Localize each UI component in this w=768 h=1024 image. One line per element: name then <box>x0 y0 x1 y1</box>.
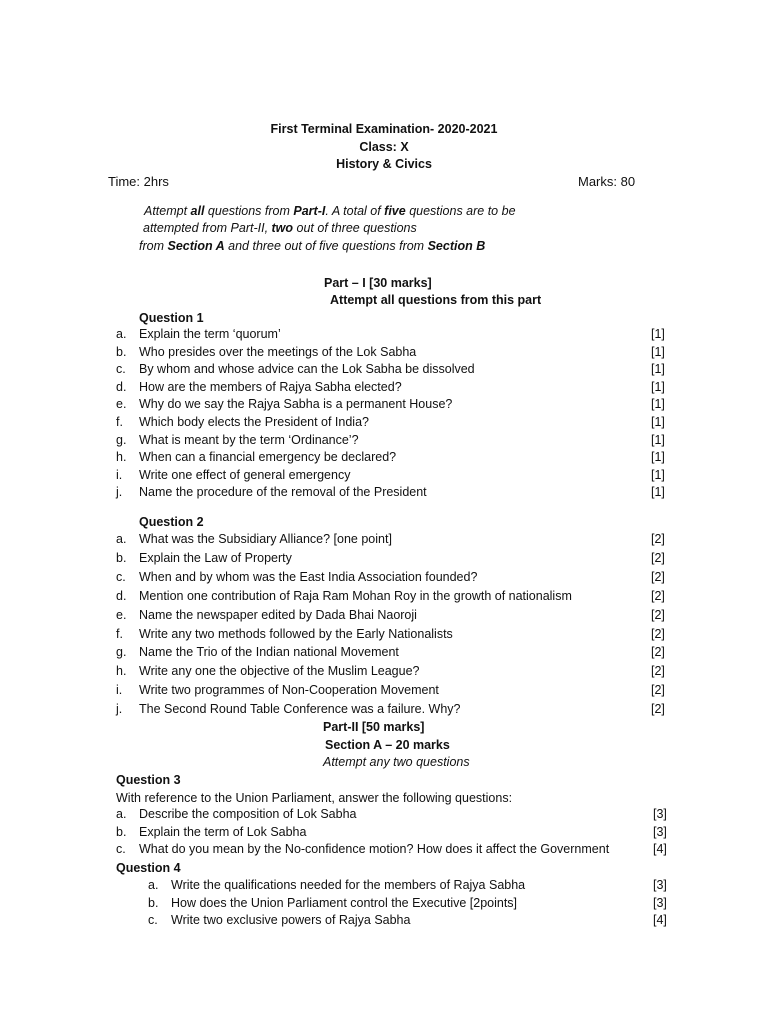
item-label: b. <box>148 895 159 910</box>
item-text: Write two exclusive powers of Rajya Sabha <box>171 913 411 928</box>
item-label: f. <box>116 415 123 429</box>
item-marks: [2] <box>651 607 665 622</box>
item-marks: [1] <box>651 397 665 412</box>
item-label: e. <box>116 397 127 412</box>
question-item <box>0 588 768 605</box>
item-text: The Second Round Table Conference was a failure. Why? <box>139 702 461 717</box>
item-text: What is meant by the term ‘Ordinance’? <box>139 432 359 447</box>
item-marks: [2] <box>651 550 665 565</box>
item-label: c. <box>148 913 158 928</box>
item-marks: [1] <box>651 485 665 500</box>
item-text: Write two programmes of Non-Cooperation Movement <box>139 683 439 698</box>
class-line: Class: X <box>359 140 409 154</box>
question-item <box>0 607 768 624</box>
instruction-line-3: from Section A and three out of five questions from Section B <box>139 239 486 253</box>
question-item <box>0 877 768 894</box>
item-marks: [4] <box>653 913 667 928</box>
item-text: How does the Union Parliament control the Executive [2points] <box>171 895 518 910</box>
item-text: What do you mean by the No-confidence motion? How does it affect the Government <box>139 842 610 857</box>
question-item <box>0 895 768 912</box>
item-label: g. <box>116 432 127 447</box>
item-marks: [1] <box>651 467 665 482</box>
question-item <box>0 414 768 431</box>
item-marks: [1] <box>651 362 665 377</box>
item-marks: [3] <box>653 824 667 839</box>
item-label: j. <box>116 702 123 717</box>
item-text: By whom and whose advice can the Lok Sabha be dissolved <box>139 362 475 377</box>
item-label: a. <box>148 878 159 892</box>
question-item <box>0 912 768 929</box>
question-1-title: Question 1 <box>139 311 204 325</box>
item-label: i. <box>116 467 123 482</box>
item-marks: [1] <box>651 327 665 341</box>
item-marks: [3] <box>653 807 667 821</box>
item-text: How are the members of Rajya Sabha elected? <box>139 379 402 394</box>
item-label: e. <box>116 607 127 622</box>
item-text: Mention one contribution of Raja Ram Mohan Roy in the growth of nationalism <box>139 588 572 603</box>
question-item <box>0 824 768 841</box>
marks-label: Marks: 80 <box>578 174 636 189</box>
item-text: Write any two methods followed by the Early Nationalists <box>139 626 453 641</box>
section-a-instruction: Attempt any two questions <box>323 755 470 769</box>
question-item <box>0 644 768 661</box>
section-a-heading: Section A – 20 marks <box>325 738 450 752</box>
item-marks: [2] <box>651 626 665 641</box>
part1-subheading: Attempt all questions from this part <box>330 293 542 307</box>
question-item <box>0 379 768 396</box>
item-text: Write the qualifications needed for the members of Rajya Sabha <box>171 878 526 892</box>
item-text: Name the procedure of the removal of the President <box>139 485 427 500</box>
question-item <box>0 663 768 680</box>
question-item <box>0 806 768 823</box>
item-label: g. <box>116 645 127 660</box>
question-4-title: Question 4 <box>116 861 181 875</box>
question-item <box>0 432 768 449</box>
instruction-line-1: Attempt all questions from Part-I. A total of five questions are to be <box>144 204 516 218</box>
item-label: f. <box>116 626 123 641</box>
item-text: Explain the Law of Property <box>139 550 292 565</box>
question-item <box>0 841 768 858</box>
part1-heading: Part – I [30 marks] <box>324 276 432 290</box>
question-item <box>0 361 768 378</box>
question-item <box>0 569 768 586</box>
question-item <box>0 326 768 343</box>
item-marks: [3] <box>653 895 667 910</box>
item-text: Which body elects the President of India? <box>139 415 369 429</box>
item-marks: [1] <box>651 379 665 394</box>
item-marks: [1] <box>651 432 665 447</box>
item-text: Name the Trio of the Indian national Movement <box>139 645 399 660</box>
item-marks: [1] <box>651 415 665 429</box>
item-label: b. <box>116 550 127 565</box>
item-text: Write any one the objective of the Muslim League? <box>139 664 420 679</box>
item-marks: [2] <box>651 569 665 584</box>
item-label: d. <box>116 379 127 394</box>
item-marks: [2] <box>651 532 665 546</box>
subject-line: History & Civics <box>336 157 432 171</box>
item-text: Explain the term of Lok Sabha <box>139 824 307 839</box>
question-2-title: Question 2 <box>139 515 204 529</box>
question-item <box>0 396 768 413</box>
item-label: h. <box>116 450 127 465</box>
item-marks: [1] <box>651 450 665 465</box>
item-text: When and by whom was the East India Association founded? <box>139 569 478 584</box>
item-marks: [2] <box>651 683 665 698</box>
item-text: Describe the composition of Lok Sabha <box>139 807 357 821</box>
item-label: i. <box>116 683 123 698</box>
question-3-intro: With reference to the Union Parliament, answer the following questions: <box>116 791 513 805</box>
item-label: b. <box>116 824 127 839</box>
item-marks: [2] <box>651 664 665 679</box>
question-item <box>0 344 768 361</box>
item-marks: [2] <box>651 588 665 603</box>
item-text: Name the newspaper edited by Dada Bhai Naoroji <box>139 607 417 622</box>
item-text: Why do we say the Rajya Sabha is a permanent House? <box>139 397 453 412</box>
item-text: Who presides over the meetings of the Lok Sabha <box>139 344 417 359</box>
question-item <box>0 701 768 718</box>
question-item <box>0 484 768 501</box>
item-text: Explain the term ‘quorum’ <box>139 327 281 341</box>
item-marks: [4] <box>653 842 667 857</box>
time-label: Time: 2hrs <box>108 174 169 189</box>
question-item <box>0 626 768 643</box>
instruction-line-2: attempted from Part-II, two out of three questions <box>143 221 417 235</box>
question-3-title: Question 3 <box>116 773 181 787</box>
item-label: a. <box>116 532 127 546</box>
item-marks: [3] <box>653 878 667 892</box>
question-item <box>0 531 768 548</box>
part2-heading: Part-II [50 marks] <box>323 720 425 734</box>
question-item <box>0 682 768 699</box>
item-label: h. <box>116 664 127 679</box>
item-text: When can a financial emergency be declared? <box>139 450 397 465</box>
item-label: c. <box>116 569 126 584</box>
exam-title: First Terminal Examination- 2020-2021 <box>270 122 498 136</box>
item-label: a. <box>116 807 127 821</box>
question-item <box>0 449 768 466</box>
item-marks: [1] <box>651 344 665 359</box>
item-marks: [2] <box>651 702 665 717</box>
item-text: Write one effect of general emergency <box>139 467 351 482</box>
item-label: d. <box>116 588 127 603</box>
item-label: a. <box>116 327 127 341</box>
question-item <box>0 550 768 567</box>
item-label: c. <box>116 362 126 377</box>
item-label: c. <box>116 842 126 857</box>
question-item <box>0 467 768 484</box>
item-label: j. <box>116 485 123 500</box>
item-marks: [2] <box>651 645 665 660</box>
item-label: b. <box>116 344 127 359</box>
item-text: What was the Subsidiary Alliance? [one point] <box>139 532 392 546</box>
